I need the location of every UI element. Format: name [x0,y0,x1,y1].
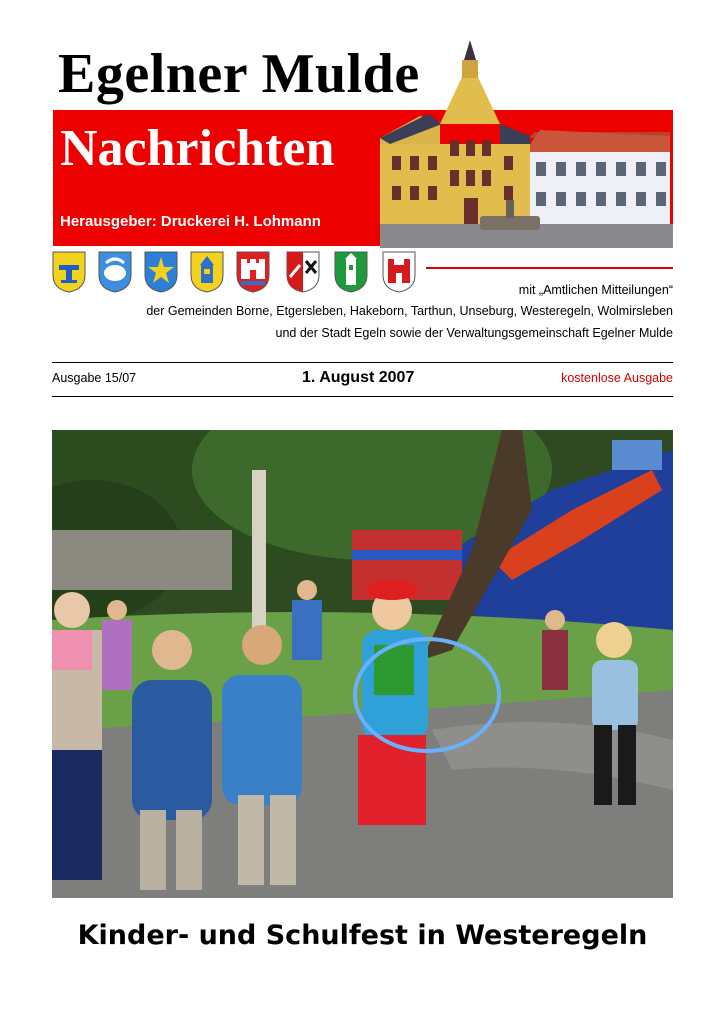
town-line: und der Stadt Egeln sowie der Verwaltungsgemeinschaft Egelner Mulde [275,326,673,340]
issue-rule-top [52,362,673,363]
crest-rule [426,267,673,269]
issue-date: 1. August 2007 [302,369,415,386]
tarthun-crest [190,251,224,293]
issue-number: Ausgabe 15/07 [52,371,137,385]
official-notices-line: mit „Amtlichen Mitteilungen“ [518,283,673,297]
festival-photo [52,430,673,898]
publisher-line: Herausgeber: Druckerei H. Lohmann [60,213,321,230]
etgersleben-crest [98,251,132,293]
town-hall-photo [380,40,673,248]
municipalities-line: der Gemeinden Borne, Etgersleben, Hakeborn, Tarthun, Unseburg, Westeregeln, Wolmirsleben [146,304,673,318]
unseburg-crest [236,251,270,293]
borne-crest [52,251,86,293]
issue-rule-bottom [52,396,673,397]
hakeborn-crest [144,251,178,293]
wolmirsleben-crest [334,251,368,293]
free-edition-label: kostenlose Ausgabe [561,371,673,385]
egeln-crest [382,251,416,293]
masthead-title: Egelner Mulde [58,43,420,105]
cover-headline: Kinder- und Schulfest in Westeregeln [77,920,648,951]
westeregeln-crest [286,251,320,293]
masthead-subtitle: Nachrichten [60,120,335,177]
